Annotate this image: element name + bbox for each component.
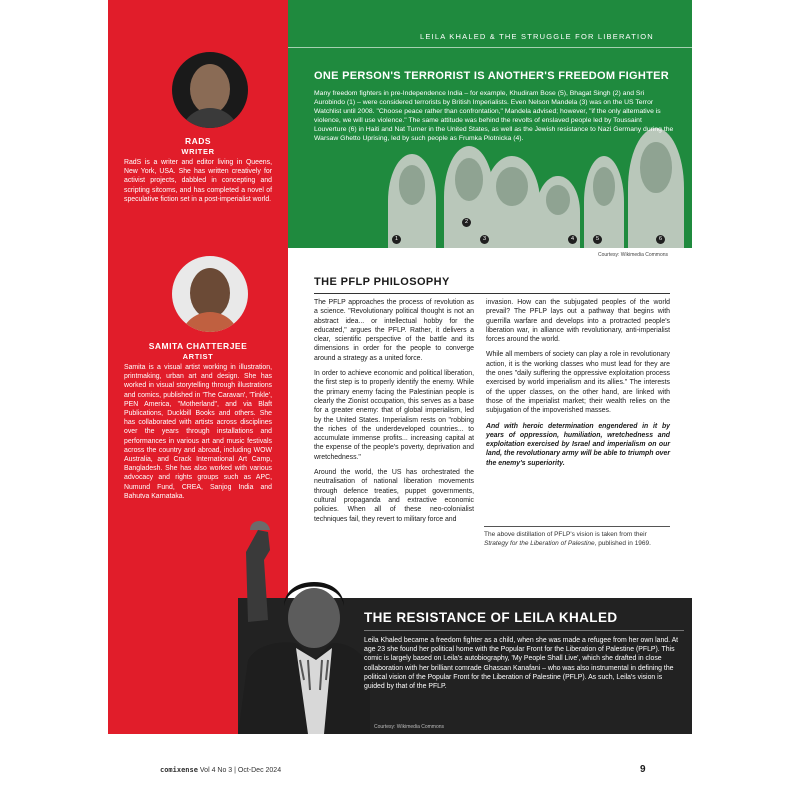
artist-name: SAMITA CHATTERJEE xyxy=(148,341,248,351)
paragraph: invasion. How can the subjugated peoples of the world prevail? The PFLP lays out a pathway that begins with guerrilla warfare and develops into a protracted people's liberation war, in alliance with revolutionary, anti-imperialist forces around the world. xyxy=(486,299,670,344)
source-note: The above distillation of PFLP's vision is taken from their Strategy for the Liberation of Palestine, published in 1969. xyxy=(484,531,651,547)
source-title: Strategy for the Liberation of Palestine xyxy=(484,539,595,547)
magazine-logo: comixense xyxy=(160,766,198,774)
paragraph: The PFLP approaches the process of revolution as a science. "Revolutionary political thought is not an abstract idea... or intellectual hobby for the educated," argues the PFLP. Rather, it delivers a clear, scientific perspective of the battle and its dimensions in order for the people to converge around a strategy as a united force. xyxy=(314,299,474,362)
writer-name: RADS xyxy=(184,136,212,146)
writer-role: WRITER xyxy=(181,147,215,156)
portrait-mandela xyxy=(484,156,540,248)
portrait-number: 6 xyxy=(656,235,665,244)
portrait-number: 5 xyxy=(593,235,602,244)
paragraph: In order to achieve economic and political liberation, the first step is to properly identify the enemy. While the primary enemy facing the Palestinian people is clearly the Zionist occupation, this serves as a base for a greater enemy: that of global imperialism, led by the United States. Imperialism rests on "robbing the riches of the underdeveloped countries... to accumulate immense profits... increasing capital at the expense of the people's poverty, deprivation and wretchedness." xyxy=(314,370,474,461)
portrait-number: 3 xyxy=(480,235,489,244)
philosophy-divider xyxy=(314,293,670,294)
footer-magazine xyxy=(160,766,281,774)
portrait-number: 2 xyxy=(462,218,471,227)
source-divider xyxy=(484,526,670,527)
writer-bio: RadS is a writer and editor living in Queens, New York, USA. She has written creatively for activist projects, dabbled in concepting and scripting sitcoms, and has completed a novel of speculative fiction set in a post-imperialist world. xyxy=(124,159,272,203)
issue-info: Vol 4 No 3 | Oct-Dec 2024 xyxy=(199,767,282,774)
artist-avatar xyxy=(172,256,248,332)
khaled-title: THE RESISTANCE OF LEILA KHALED xyxy=(364,610,618,625)
portrait-aurobindo xyxy=(388,154,436,248)
banner-text: Many freedom fighters in pre-Independence India – for example, Khudiram Bose (5), Bhagat Singh (2) and Sri Aurobindo (1) – were considered terrorists by British Imperialists. Even Nelson Mandela (3) was on the US Terror Watchlist until 2008. "Choose peace rather than confrontation," Mandela advised; however, "if the only alternative is violence, we will use violence." The same attitude was behind the revolts of enslaved people led by Toussaint Louverture (6) in Haiti and Nat Turner in the United States, as well as the Jewish resistance to Nazi Germany during the Warsaw Ghetto Uprising, led by such people as Frumka Plotnicka (4). xyxy=(314,90,674,143)
page-header: LEILA KHALED & THE STRUGGLE FOR LIBERATION xyxy=(420,32,654,41)
philosophy-column-1 xyxy=(314,298,474,530)
banner-credit: Courtesy: Wikimedia Commons xyxy=(598,252,669,258)
paragraph: Around the world, the US has orchestrated the neutralisation of national liberation movements through defence treaties, puppet governments, cultural propaganda and extractive economic policies. When all of these neo-colonialist techniques fail, they revert to military force and xyxy=(314,469,474,523)
portrait-number: 4 xyxy=(568,235,577,244)
khaled-divider xyxy=(364,630,684,631)
leila-khaled-photo xyxy=(238,510,370,734)
pflp-quote: And with heroic determination engendered in it by years of oppression, humiliation, wretchedness and exploitation exercised by Israel and imperialism on our land, the revolutionary army will be able to triumph over the enemy's superiority. xyxy=(486,422,670,467)
khaled-credit: Courtesy: Wikimedia Commons xyxy=(374,724,445,730)
khaled-text: Leila Khaled became a freedom fighter as a child, when she was made a refugee from her own land. At age 23 she found her political home with the Popular Front for the Liberation of Palestine (PFLP). This comic is largely based on Leila's autobiography, 'My People Shall Live', which she drafted in close collaboration with her brilliant comrade Ghassan Kanafani – who was also instrumental in defining the political vision of the Popular Front for the Liberation of Palestine (PFLP). As such, Leila's vision is guided by that of the PFLP. xyxy=(364,637,679,691)
writer-avatar xyxy=(172,52,248,128)
page-number: 9 xyxy=(640,764,646,775)
portrait-number: 1 xyxy=(392,235,401,244)
philosophy-column-2 xyxy=(486,298,670,474)
banner-title: ONE PERSON'S TERRORIST IS ANOTHER'S FREEDOM FIGHTER xyxy=(314,70,670,82)
artist-bio: Samita is a visual artist working in illustration, printmaking, urban art and design. She has worked in visual storytelling through illustrations and comics, published in 'The Caravan', 'Tinkle', PEN America, "Motherland", and via Blaft Publications, Duckbill Books and others. She has collaborated with artists across disciplines over the years through installations and performances in various art and music festivals across the country and abroad, including WOW Australia, and Crack International Art Camp, Bangladesh. She has also worked with various advocacy and rights groups such as APC, Numund Fund, CREA, Sanjog India and Bahutva Karnataka. xyxy=(124,364,272,500)
portrait-khudiram-bose xyxy=(584,156,624,248)
portrait-louverture xyxy=(628,128,684,248)
header-divider xyxy=(288,47,692,48)
philosophy-title: THE PFLP PHILOSOPHY xyxy=(314,276,450,288)
paragraph: While all members of society can play a role in revolutionary action, it is the working classes who must lead for they are the ones "daily suffering the oppressive exploitation process exercised by world imperialism and its allies." The interests of the upper classes, on the other hand, are linked with those of the imperialist market; their wealth relies on the subjugation of the impoverished masses. xyxy=(486,351,670,415)
artist-role: ARTIST xyxy=(182,352,214,361)
